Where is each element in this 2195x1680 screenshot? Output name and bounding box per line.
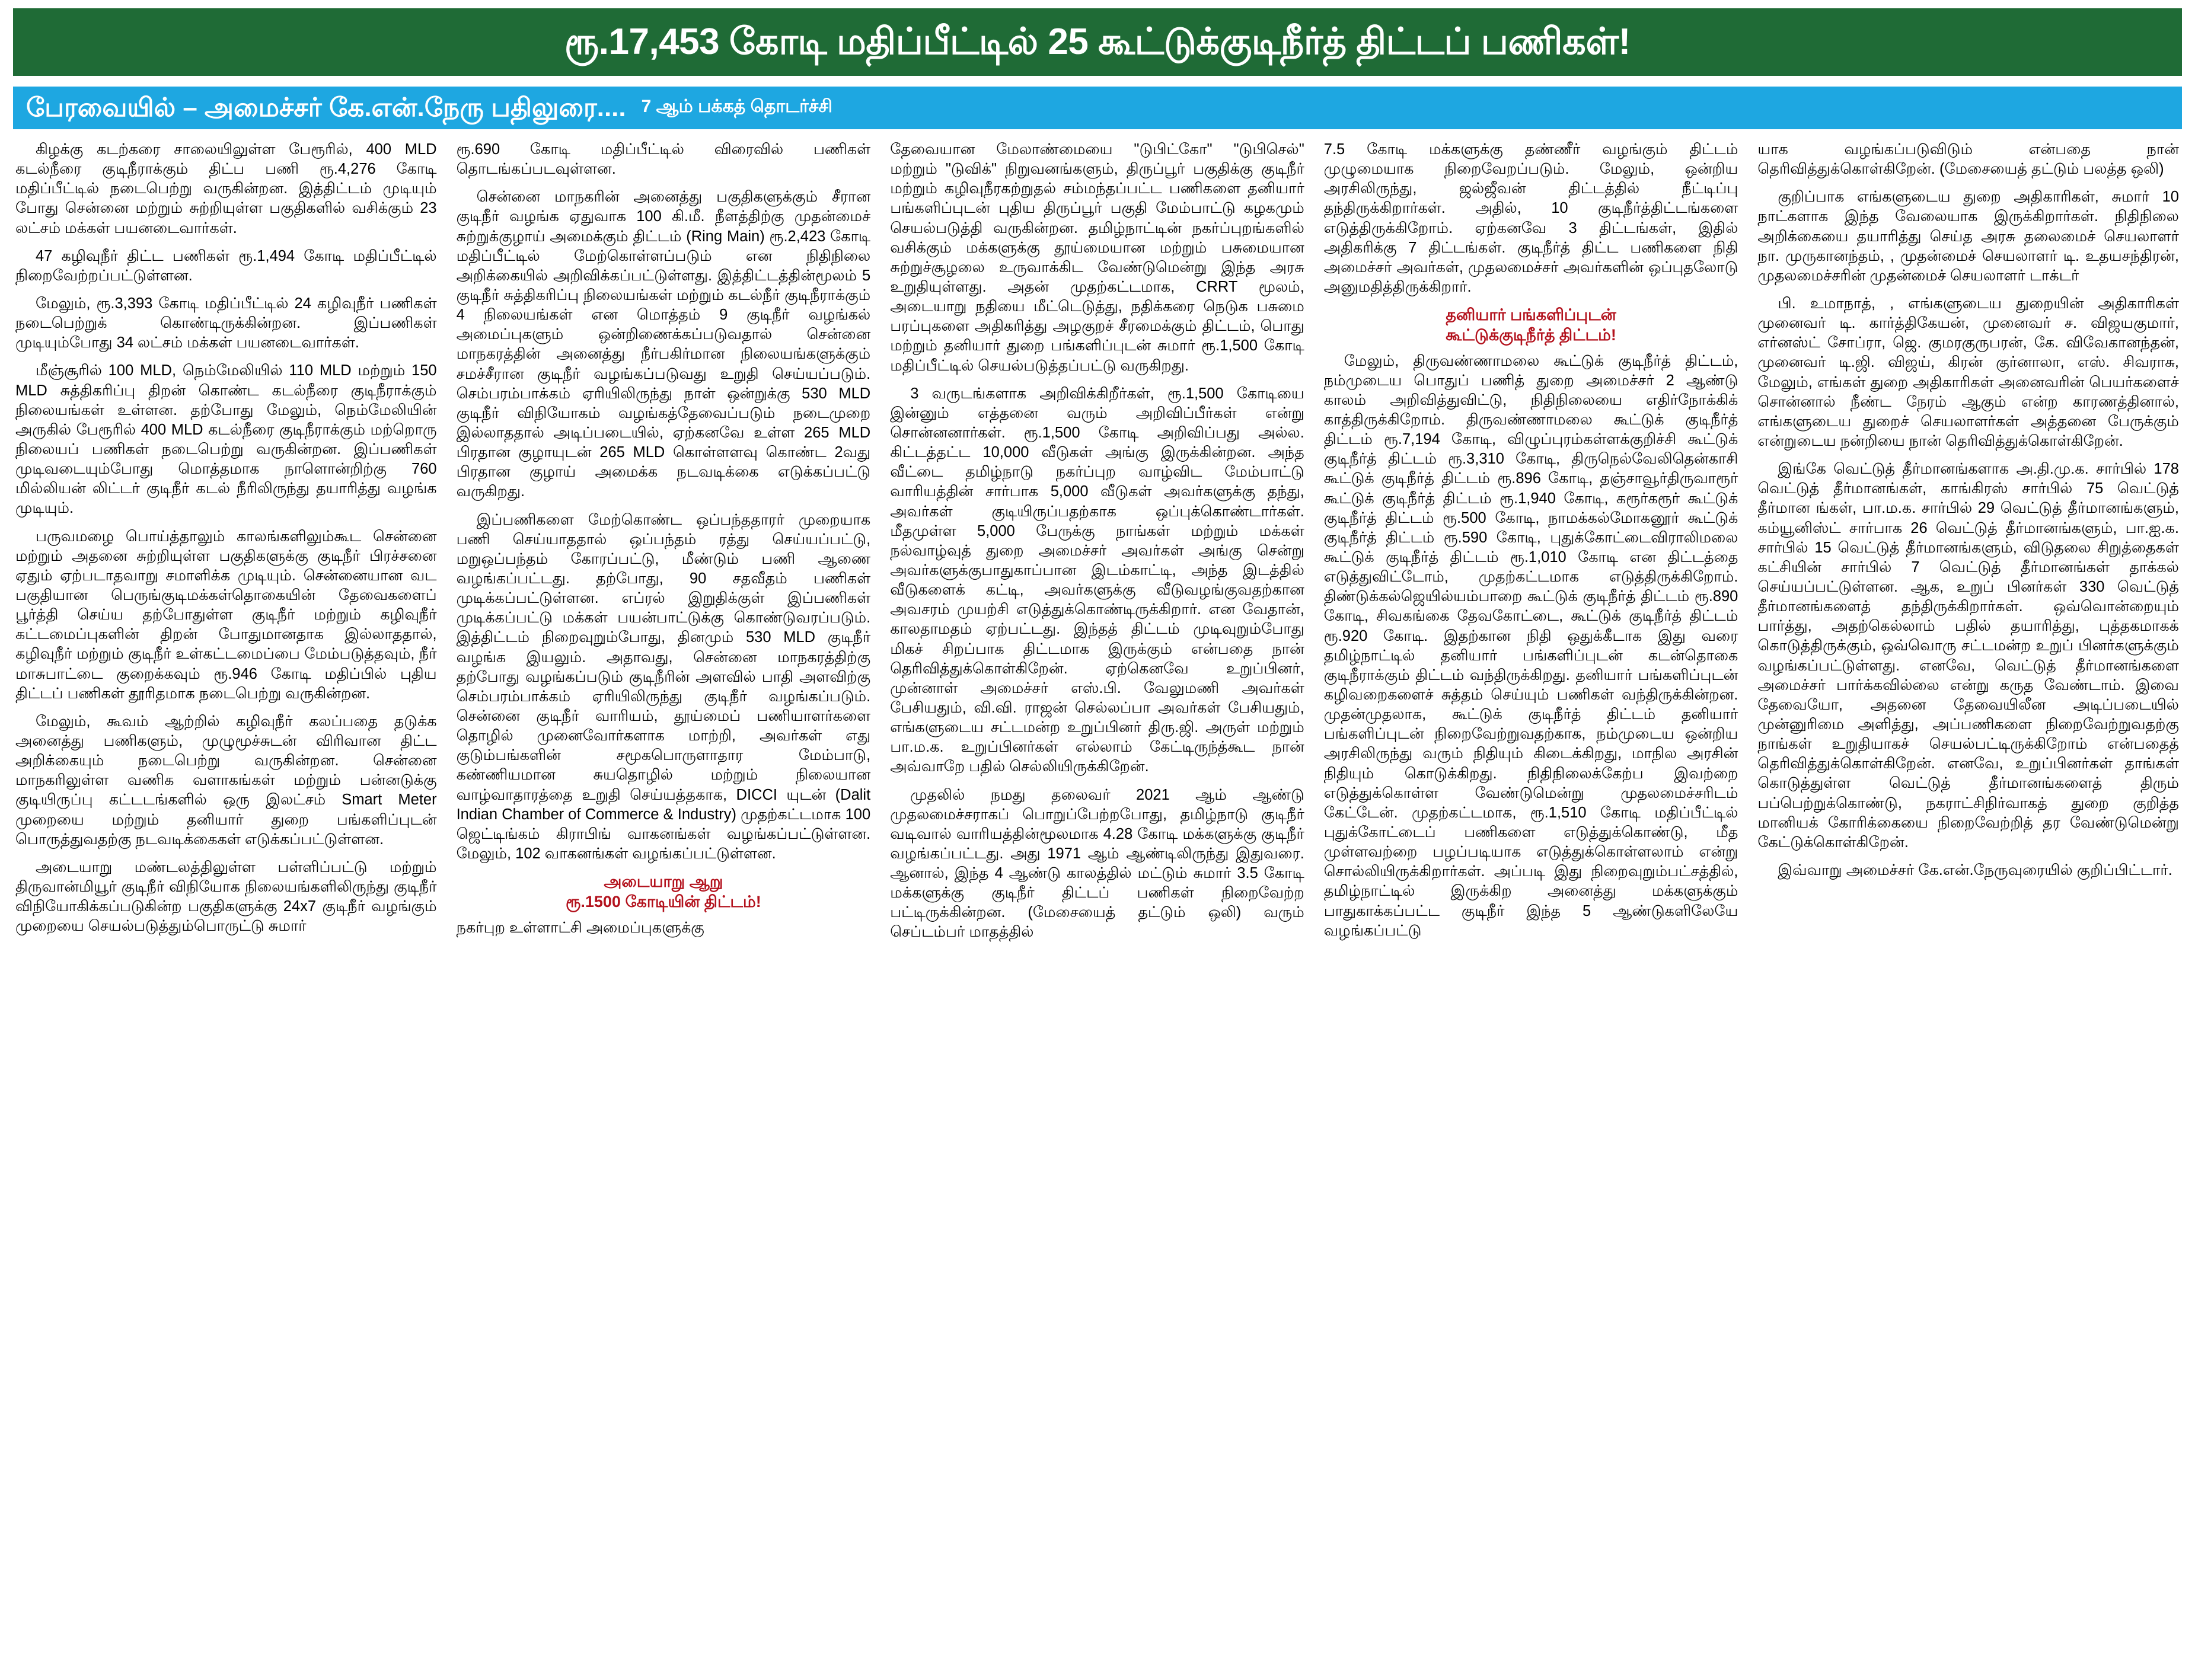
article-paragraph: கிழக்கு கடற்கரை சாலையிலுள்ள பேரூரில், 400 MLD கடல்நீரை குடிநீராக்கும் திட்ப பணி ரூ.4,276 கோடி மதிப்பீட்டில் நடைபெற்று வருகின்றன. இத்திட்டம் முடியும் போது சென்னை மற்றும் சுற்றியுள்ள பகுதிகளில் வசிக்கும் 23 லட்சம் மக்கள் பயனடைவார்கள். bbox=[15, 141, 437, 237]
article-paragraph: இங்கே வெட்டுத் தீர்மானங்களாக அ.தி.மு.க. சார்பில் 178 வெட்டுத் தீர்மானங்கள், காங்கிரஸ் சார்பில் 75 வெட்டுத் தீர்மான ங்கள், பா.ம.க. சார்பில் 29 வெட்டுத் தீர்மானங்களும், கம்யூனிஸ்ட் சார்பாக 26 வெட்டுத் தீர்மானங்களும், பா.ஐ.க. சார்பில் 15 வெட்டுத் தீர்மானங்களும், விடுதலை சிறுத்தைகள் கட்சியின் சார்பில் 7 வெட்டுத் தீர்மானங்கள் தாக்கல் செய்யப்பட்டுள்ளன. ஆக, உறுப் பினர்கள் 330 வெட்டுத் தீர்மானங்களைத் தந்திருக்கிறார்கள். ஒவ்வொன்றையும் பார்த்து, அதற்கெல்லாம் பதில் தயாரித்து, புத்தகமாகக் கொடுத்திருக்கும், ஒவ்வொரு சட்டமன்ற உறுப் பினர்களுக்கும் வழங்கப்பட்டுள்ளது. எனவே, வெட்டுத் தீர்மானங்களை அமைச்சர் பார்க்கவில்லை என்று கருத வேண்டாம். இவை தேவையோ, அதனை தேவையிலீன அடிப்படையில் முன்னுரிமை அளித்து, அப்பணிகளை நிறைவேற்றுவதற்கு நாங்கள் உறுதியாகச் செயல்பட்டிருக்கிறோம் என்பதைத் தெரிவித்துக்கொள்கிறேன். எனவே, உறுப்பினர்கள் தாங்கள் கொடுத்துள்ள வெட்டுத் தீர்மானங்களைத் திரும் பப்பெற்றுக்கொண்டு, நகராட்சிநிர்வாகத் துறை குறித்த மானியக் கோரிக்கையை நிறைவேற்றித் தர வேண்டுமென்று கேட்டுக்கொள்கிறேன். bbox=[1757, 461, 2179, 851]
article-columns bbox=[13, 140, 2182, 1657]
column-3 bbox=[880, 140, 1315, 1657]
continuation-note: 7 ஆம் பக்கத் தொடர்ச்சி bbox=[641, 97, 832, 116]
article-paragraph: இவ்வாறு அமைச்சர் கே.என்.நேருவுரையில் குறிப்பிட்டார். bbox=[1778, 861, 2172, 879]
column-1 bbox=[13, 140, 447, 1657]
article-paragraph: இப்பணிகளை மேற்கொண்ட ஒப்பந்ததாரர் முறையாக பணி செய்யாததால் ஒப்பந்தம் ரத்து செய்யப்பட்டு, மறுஒப்பந்தம் கோரப்பட்டு, மீண்டும் பணி ஆணை வழங்கப்பட்டது. தற்போது, 90 சதவீதம் பணிகள் முடிக்கப்பட்டுள்ளன. எப்ரல் இறுதிக்குள் இப்பணிகள் முடிக்கப்பட்டு மக்கள் பயன்பாட்டுக்கு கொண்டுவரப்படும். இத்திட்டம் நிறைவுறும்போது, தினமும் 530 MLD குடிநீர் வழங்க இயலும். அதாவது, சென்னை மாநகரத்திற்கு தற்போது வழங்கப்படும் குடிநீரின் அளவில் பாதி அளவிற்கு செம்பரம்பாக்கம் ஏரியிலிருந்து குடிநீர் வழங்கப்படும். சென்னை குடிநீர் வாரியம், தூய்மைப் பணியாளர்களை தொழில் முனைவோர்களாக மாற்றி, அவர்கள் எது குடும்பங்களின் சமூகபொருளாதார மேம்பாடு, கண்ணியமான சுயதொழில் மற்றும் நிலையான வாழ்வாதாரத்தை உறுதி செய்யத்தகாக, DICCI யுடன் (Dalit Indian Chamber of Commerce & Industry) முதற்கட்டமாக 100 ஜெட்டிங்கம் கிராபிங் வாகனங்கள் வழங்கப்பட்டுள்ளன. மேலும், 102 வாகனங்கள் வழங்கப்பட்டுள்ளன. bbox=[456, 511, 871, 862]
article-paragraph: பி. உமாநாத், , எங்களுடைய துறையின் அதிகாரிகள் முனைவர் டி. கார்த்திகேயன், முனைவர் ச. விஜயகுமார், எர்னஸ்ட் சோப்ரா, ஜெ. குமரகுருபரன், கே. விவேகானந்தன், முனைவர் டி.ஜி. விஜய், கிரன் குர்னாலா, எஸ். சிவராசு, மேலும், எங்கள் துறை அதிகாரிகள் அனைவரின் பெயர்களைச் சொன்னால் நீண்ட நேரம் ஆகும் என்ற காரணத்தினால், எங்களுடைய துறைச் செயலாளர்கள் அத்தனை பேருக்கும் என்றுடைய நன்றியை நான் தெரிவித்துக்கொள்கிறேன். bbox=[1757, 295, 2179, 449]
article-paragraph: 47 கழிவுநீர் திட்ட பணிகள் ரூ.1,494 கோடி மதிப்பீட்டில் நிறைவேற்றப்பட்டுள்ளன. bbox=[15, 247, 437, 284]
article-paragraph: மேலும், கூவம் ஆற்றில் கழிவுநீர் கலப்பதை தடுக்க அனைத்து பணிகளும், முழுமூச்சுடன் விரிவான திட்ட அறிக்கையும் நடைபெற்று வருகின்றன. சென்னை மாநகரிலுள்ள வணிக வளாகங்கள் மற்றும் பன்னடுக்கு குடியிருப்பு கட்டடங்களில் ஒரு இலட்சம் Smart Meter முறையை மற்றும் தனியார் துறை பங்களிப்புடன் பொருத்துவதற்கு நடவடிக்கைகள் எடுக்கப்பட்டுள்ளன. bbox=[15, 713, 437, 848]
masthead-headline: ரூ.17,453 கோடி மதிப்பீட்டில் 25 கூட்டுக்குடிநீர்த் திட்டப் பணிகள்! bbox=[564, 21, 1631, 62]
section-subheading: அடையாறு ஆறு ரூ.1500 கோடியின் திட்டம்! bbox=[566, 873, 761, 911]
article-paragraph: யாக வழங்கப்படுவிடும் என்பதை நான் தெரிவித்துக்கொள்கிறேன். (மேசையைத் தட்டும் பலத்த ஒலி) bbox=[1757, 141, 2179, 178]
article-paragraph: பருவமழை பொய்த்தாலும் காலங்களிலும்கூட சென்னை மற்றும் அதனை சுற்றியுள்ள பகுதிகளுக்கு குடிநீர் பிரச்சனை ஏதும் ஏற்படாதவாறு சமாளிக்க முடியும். சென்னையான வட பகுதியான பெருங்குடிமக்கள்தொகையின் தேவைகளைப் பூர்த்தி செய்ய தற்போதுள்ள குடிநீர் மற்றும் கழிவுநீர் கட்டமைப்புகளின் திறன் போதுமானதாக இல்லாததால், கழிவுநீர் மற்றும் குடிநீர் உள்கட்டமைப்பை மேம்படுத்தவும், நீர் மாசுபாட்டை குறைக்கவும் ரூ.946 கோடி மதிப்பில் புதிய திட்டப் பணிகள் தூரிதமாக நடைபெற்று வருகின்றன. bbox=[15, 528, 437, 702]
column-2 bbox=[447, 140, 881, 1657]
article-paragraph: 3 வருடங்களாக அறிவிக்கிறீர்கள், ரூ.1,500 கோடியை இன்னும் எத்தனை வரும் அறிவிப்பீர்கள் என்று சொன்னனார்கள். ரூ.1,500 கோடி அறிவிப்பது அல்ல. கிட்டத்தட்ட 10,000 வீடுகள் அங்கு இருக்கின்றன. அந்த வீட்டை தமிழ்நாடு நகர்ப்புற வாழ்விட மேம்பாட்டு வாரியத்தின் சார்பாக 5,000 வீடுகள் அவர்களுக்கு தந்து, அவர்கள் குடியிருப்பதற்காக ஒப்புக்கொண்டார்கள். மீதமுள்ள 5,000 பேருக்கு நாங்கள் மற்றும் மக்கள் நல்வாழ்வுத் துறை அமைச்சர் அவர்கள் அங்கு சென்று அவர்களுக்குபாதுகாப்பான இடம்காட்டி, அந்த இடத்தில் வீடுகளைக் கட்டி, அவர்களுக்கு வீடுவழங்குவதற்கான அவசரம் முயற்சி எடுத்துக்கொண்டிருக்கிறார். என வேதான், காலதாமதம் ஏற்பட்டது. இந்தத் திட்டம் முடிவுறும்போது மிகச் சிறப்பாக திட்டமாக இருக்கும் என்பதை நான் தெரிவித்துக்கொள்கிறேன். ஏற்கெனவே உறுப்பினர், முன்னாள் அமைச்சர் எஸ்.பி. வேலுமணி அவர்கள் பேசியதும், வி.வி. ராஜன் செல்லப்பா அவர்கள் பேசியதும், எங்களுடைய சட்டமன்ற உறுப்பினர் திரு.ஜி. அருள் மற்றும் பா.ம.க. உறுப்பினர்கள் எல்லாம் கேட்டிருந்த்கூட நான் அவ்வாறே பதில் செல்லியிருக்கிறேன். bbox=[890, 385, 1304, 775]
article-paragraph: முதலில் நமது தலைவர் 2021 ஆம் ஆண்டு முதலமைச்சராகப் பொறுப்பேற்றபோது, தமிழ்நாடு குடிநீர் வடிவால் வாரியத்தின்மூலமாக 4.28 கோடி மக்களுக்கு குடிநீர் வழங்கப்பட்டது. அது 1971 ஆம் ஆண்டிலிருந்து இதுவரை. ஆனால், இந்த 4 ஆண்டு காலத்தில் மட்டும் சுமார் 3.5 கோடி மக்களுக்கு குடிநீர் திட்டப் பணிகள் நிறைவேற்ற பட்டிருக்கின்றன. (மேசையைத் தட்டும் ஒலி) வரும் செப்டம்பர் மாதத்தில் bbox=[890, 786, 1304, 941]
article-paragraph: சென்னை மாநகரின் அனைத்து பகுதிகளுக்கும் சீரான குடிநீர் வழங்க ஏதுவாக 100 கி.மீ. நீளத்திற்கு முதன்மைச் சுற்றுக்குழாய் அமைக்கும் திட்டம் (Ring Main) ரூ.2,423 கோடி மதிப்பீட்டில் மேற்கொள்ளப்படும் என நிதிநிலை அறிக்கையில் அறிவிக்கப்பட்டுள்ளது. இத்திட்டத்தின்மூலம் 5 குடிநீர் சுத்திகரிப்பு நிலையங்கள் மற்றும் கடல்நீர் குடிநீராக்கும் 4 நிலையங்கள் என மொத்தம் 9 குடிநீர் வழங்கல் அமைப்புகளும் ஒன்றிணைக்கப்படுவதால் சென்னை மாநகரத்தின் அனைத்து நீர்பகிர்மான நிலையங்களுக்கும் சமச்சீரான குடிநீர் வழங்கப்படுவது உறுதி செய்யப்படும். செம்பரம்பாக்கம் ஏரியிலிருந்து நாள் ஒன்றுக்கு 530 MLD குடிநீர் விநியோகம் வழங்கத்தேவைப்படும் நடைமுறை இல்லாததால் அடிப்படையில், ஏற்கனவே உள்ள 265 MLD பிரதான குழாயுடன் 265 MLD கொள்ளளவு கொண்ட 2வது பிரதான குழாய் அமைக்க நடவடிக்கை எடுக்கப்பட்டு வருகிறது. bbox=[456, 189, 871, 500]
masthead-banner bbox=[13, 8, 2182, 76]
article-paragraph: மீஞ்சூரில் 100 MLD, நெம்மேலியில் 110 MLD மற்றும் 150 MLD சுத்திகரிப்பு திறன் கொண்ட கடல்நீரை குடிநீராக்கும் நிலையங்கள் உள்ளன. தற்போது மேலும், நெம்மேலியின் அருகில் பேரூரில் 400 MLD கடல்நீரை குடிநீராக்கும் மற்றொரு நிலையப் பணிகள் நடைபெற்று வருகின்றன. இப்பணிகள் முடிவடையும்போது மொத்தமாக நாளொன்றிற்கு 760 மில்லியன் லிட்டர் குடிநீர் கடல் நீரிலிருந்து தயாரித்து வழங்க முடியும். bbox=[15, 362, 437, 517]
article-paragraph: மேலும், திருவண்ணாமலை கூட்டுக் குடிநீர்த் திட்டம், நம்முடைய பொதுப் பணித் துறை அமைச்சர் 2 ஆண்டு காலம் அறிவித்துவிட்டு, நிதிநிலையை எதிர்நோக்கிக் காத்திருக்கிறோம். திருவண்ணாமலை கூட்டுக் குடிநீர்த் திட்டம் ரூ.7,194 கோடி, விழுப்புரம்கள்ளக்குறிச்சி கூட்டுக் குடிநீர்த் திட்டம் ரூ.3,310 கோடி, திருநெல்வேலிதென்காசி கூட்டுக் குடிநீர்த் திட்டம் ரூ.896 கோடி, தஞ்சாவூர்திருவாரூர் கூட்டுக் குடிநீர்த் திட்டம் ரூ.1,940 கோடி, கரூர்கரூர் கூட்டுக் குடிநீர்த் திட்டம் ரூ.500 கோடி, நாமக்கல்மோகனூர் கூட்டுக் குடிநீர்த் திட்டம் ரூ.590 கோடி, புதுக்கோட்டைவிராலிமலை கூட்டுக் குடிநீர்த் திட்டம் ரூ.1,010 கோடி என திட்டத்தை எடுத்துவிட்டோம், முதற்கட்டமாக எடுத்திருக்கிறோம். திண்டுக்கல்ஜெயில்யம்பாறை கூட்டுக் குடிநீர்த் திட்டம் ரூ.890 கோடி, சிவகங்கை தேவகோட்டை, கூட்டுக் குடிநீர்த் திட்டம் ரூ.920 கோடி. இதற்கான நிதி ஒதுக்கீடாக இது வரை தமிழ்நாட்டில் தனியார் பங்களிப்புடன் கடன்தொகை குடிநீராக்கும் திட்டம் வந்திருக்கிறது. தனியார் பங்களிப்புடன் கழிவறைகளைச் சுத்தம் செய்யும் பணிகள் வந்திருக்கின்றன. முதன்முதலாக, கூட்டுக் குடிநீர்த் திட்டம் தனியார் பங்களிப்புடன் நிறைவேற்றுவதற்காக, நம்முடைய ஒன்றிய அரசிலிருந்து வரும் நிதியும் கிடைக்கிறது, மாநில அரசின் நிதியும் கொடுக்கிறது. நிதிநிலைக்கேற்ப இவற்றை எடுத்துக்கொள்ள வேண்டுமென்று முதலமைச்சரிடம் கேட்டேன். முதற்கட்டமாக, ரூ.1,510 கோடி மதிப்பீட்டில் புதுக்கோட்டைப் பணிகளை எடுத்துக்கொண்டு, மீத முள்ளவற்றை பழப்படியாக எடுத்துக்கொள்ளலாம் என்று சொல்லியிருக்கிறார்கள். அப்படி இது நிறைவுறும்பட்சத்தில், தமிழ்நாட்டில் இருக்கிற அனைத்து மக்களுக்கும் பாதுகாக்கப்பட்ட குடிநீர் இந்த 5 ஆண்டுகளிலேயே வழங்கப்பட்டு bbox=[1323, 352, 1738, 939]
column-4 bbox=[1315, 140, 1749, 1657]
article-paragraph: குறிப்பாக எங்களுடைய துறை அதிகாரிகள், சுமார் 10 நாட்களாக இந்த வேலையாக இருக்கிறார்கள். நிதிநிலை அறிக்கையை தயாரித்து செய்த அரசு தலைமைச் செயலாளர் நா. முருகானந்தம், , முதன்மைச் செயலாளர் டி. உதயசந்திரன், முதலமைச்சரின் முதன்மைச் செயலாளர் டாக்டர் bbox=[1757, 189, 2179, 284]
subheadline-text: பேரவையில் – அமைச்சர் கே.என்.நேரு பதிலுரை.... bbox=[26, 93, 626, 122]
article-paragraph: தேவையான மேலாண்மையை "டுபிட்கோ" "டுபிசெல்" மற்றும் "டுவிக்" நிறுவனங்களும், திருப்பூர் பகுதிக்கு குடிநீர் மற்றும் கழிவுநீரகற்றுதல் சம்மந்தப்பட்ட பணிகளை தனியார் பங்களிப்புடன் புதிய திருப்பூர் பகுதி மேம்பாட்டு கழகமும் செயல்படுத்தி வருகின்றன. தமிழ்நாட்டின் நகர்ப்புறங்களில் வசிக்கும் மக்களுக்கு தூய்மையான மற்றும் பசுமையான சுற்றுச்சூழலை உருவாக்கிட வேண்டுமென்று இந்த அரசு உறுதியுள்ளது. அதன் முதற்கட்டமாக, CRRT மூலம், அடையாறு நதியை மீட்டெடுத்து, நதிக்கரை நெடுக பசுமை பரப்புகளை அதிகரித்து அழகுறச் சீரமைக்கும் திட்டம், பொது மற்றும் தனியார் துறை பங்களிப்புடன் சுமார் ரூ.1,500 கோடி மதிப்பீட்டில் செயல்படுத்தப்பட்டு வருகிறது. bbox=[890, 141, 1304, 374]
article-paragraph: மேலும், ரூ.3,393 கோடி மதிப்பீட்டில் 24 கழிவுநீர் பணிகள் நடைபெற்றுக் கொண்டிருக்கின்றன. இப்பணிகள் முடியும்போது 34 லட்சம் மக்கள் பயனடைவார்கள். bbox=[15, 295, 437, 352]
section-subheading: தனியார் பங்களிப்புடன் கூட்டுக்குடிநீர்த் திட்டம்! bbox=[1446, 306, 1616, 344]
article-paragraph: 7.5 கோடி மக்களுக்கு தண்ணீர் வழங்கும் திட்டம் முழுமையாக நிறைவேறப்படும். மேலும், ஒன்றிய அரசிலிருந்து, ஜல்ஜீவன் திட்டத்தில் நீட்டிப்பு தந்திருக்கிறார்கள். அதில், 10 குடிநீர்த்திட்டங்களை எடுத்திருக்கிறோம். ஏற்கனவே 3 திட்டங்கள், இதில் அதிகரிக்கு 7 திட்டங்கள். குடிநீர்த் திட்ட பணிகளை நிதி அமைச்சர் அவர்கள், முதலமைச்சர் அவர்களின் ஒப்புதலோடு அனுமதித்திருக்கிறார். bbox=[1323, 141, 1738, 295]
article-paragraph: அடையாறு மண்டலத்திலுள்ள பள்ளிப்பட்டு மற்றும் திருவான்மியூர் குடிநீர் விநியோக நிலையங்களிலிருந்து குடிநீர் விநியோகிக்கப்படுகின்ற பகுதிகளுக்கு 24x7 குடிநீர் வழங்கும் முறையை செயல்படுத்தும்பொருட்டு சுமார் bbox=[15, 858, 437, 935]
subheadline-bar bbox=[13, 87, 2182, 129]
column-5 bbox=[1748, 140, 2182, 1657]
article-paragraph: ரூ.690 கோடி மதிப்பீட்டில் விரைவில் பணிகள் தொடங்கப்படவுள்ளன. bbox=[456, 141, 871, 178]
article-paragraph: நகர்புற உள்ளாட்சி அமைப்புகளுக்கு bbox=[456, 919, 704, 936]
